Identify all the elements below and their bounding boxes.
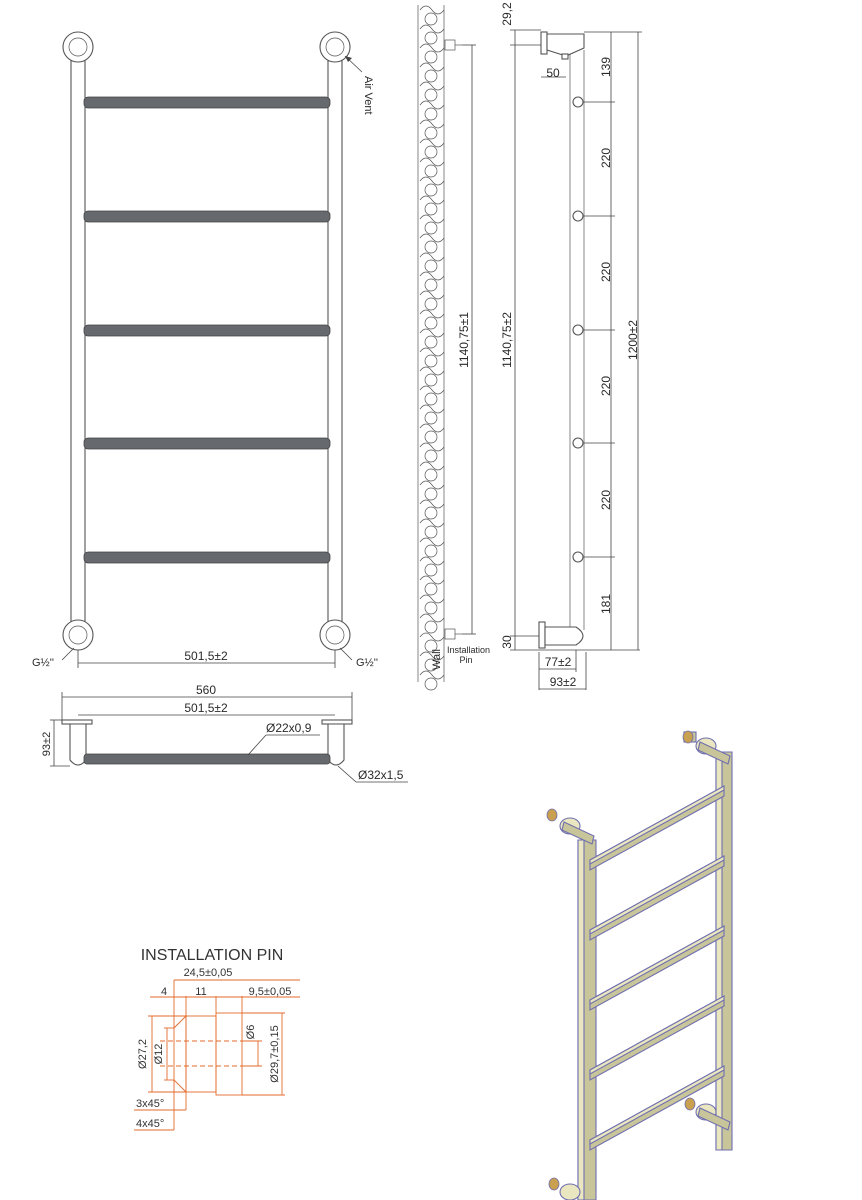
wall-hatch-mark (425, 450, 437, 462)
bracket-label: 50 (546, 66, 560, 80)
left-thread-label: G½'' (32, 657, 54, 669)
left-vertical-pipe (71, 46, 85, 644)
front-rung-1 (84, 97, 330, 108)
wall-hatch-mark (425, 279, 437, 291)
wall-hatch (420, 6, 444, 690)
front-view (32, 32, 378, 669)
wall-hatch-mark (425, 51, 437, 63)
front-width-label: 501,5±2 (184, 649, 228, 663)
depth-large-label: 93±2 (549, 675, 577, 689)
spacing-label-4: 220 (599, 375, 613, 397)
pin-length-a: 4 (160, 986, 168, 998)
wall-hatch-mark (425, 203, 437, 215)
wall-hatch-mark (425, 355, 437, 367)
pin-dia-inner-left: Ø12 (153, 1043, 165, 1065)
wall-hatch-mark (425, 564, 437, 576)
iso-rung-highlight-2 (590, 856, 724, 934)
top-center-width-label: 501,5±2 (184, 701, 228, 715)
front-rung-3 (84, 325, 330, 336)
pin-title: INSTALLATION PIN (140, 947, 284, 964)
spacing-label-5: 220 (599, 489, 613, 511)
side-rung-3 (573, 325, 583, 335)
side-rungs (573, 97, 583, 562)
iso-rungs (590, 786, 724, 1150)
wall-hatch-mark (425, 32, 437, 44)
wall-label: Wall (431, 649, 443, 670)
pin-label-line2: Pin (459, 655, 473, 665)
wall-hatch-mark (425, 184, 437, 196)
side-rung-2 (573, 211, 583, 221)
pin-chamfer-1: 3x45° (136, 1098, 165, 1110)
top-right-cap (320, 32, 350, 62)
wall-view (418, 5, 490, 690)
top-depth-label: 93±2 (41, 731, 53, 757)
spacing-label-1: 139 (599, 56, 613, 78)
side-height-label: 1140,75±2 (500, 312, 514, 368)
bottom-left-cap (63, 620, 93, 650)
pin-length-c: 9,5±0,05 (248, 986, 292, 998)
wall-hatch-mark (425, 127, 437, 139)
wall-hatch-mark (425, 317, 437, 329)
wall-hatch-mark (425, 431, 437, 443)
pin-length-total: 24,5±0,05 (183, 967, 233, 979)
pin-dia-outer-right: Ø29,7±0,15 (269, 1025, 281, 1083)
side-rung-4 (573, 438, 583, 448)
depth-small-label: 77±2 (544, 655, 572, 669)
spacing-label-3: 220 (599, 261, 613, 283)
wall-hatch-mark (425, 241, 437, 253)
pin-dia-hole: Ø6 (245, 1024, 257, 1040)
side-rung-1 (573, 97, 583, 107)
top-view (41, 683, 408, 782)
front-rung-4 (84, 438, 330, 449)
top-overall-width-label: 560 (195, 683, 217, 697)
front-rungs (84, 97, 330, 563)
pin-chamfer-2: 4x45° (136, 1118, 165, 1130)
overall-height-label: 1200±2 (626, 320, 640, 360)
rung-diameter-label: Ø22x0,9 (266, 721, 312, 735)
iso-rung-highlight-3 (590, 926, 724, 1004)
wall-hatch-mark (425, 374, 437, 386)
front-rung-2 (84, 211, 330, 222)
iso-rung-highlight-4 (590, 996, 724, 1074)
right-thread-label: G½'' (356, 657, 378, 669)
wall-hatch-mark (425, 336, 437, 348)
isometric-view (547, 731, 732, 1200)
top-view-rung (84, 754, 330, 764)
wall-hatch-mark (425, 13, 437, 25)
wall-hatch-mark (425, 678, 437, 690)
iso-rung-highlight-1 (590, 786, 724, 864)
right-vertical-pipe (328, 46, 342, 644)
top-left-cap (63, 32, 93, 62)
bottom-right-cap (320, 620, 350, 650)
wall-hatch-mark (425, 70, 437, 82)
side-view (500, 2, 642, 690)
side-rung-5 (573, 552, 583, 562)
wall-hatch-mark (425, 621, 437, 633)
wall-hatch-mark (425, 165, 437, 177)
front-rung-5 (84, 552, 330, 563)
wall-hatch-mark (425, 488, 437, 500)
wall-hatch-mark (425, 583, 437, 595)
wall-hatch-mark (425, 89, 437, 101)
wall-hatch-mark (425, 545, 437, 557)
top-offset-label: 29,2 (500, 2, 514, 26)
bottom-offset-label: 30 (500, 635, 514, 649)
wall-hatch-mark (425, 146, 437, 158)
spacing-label-6: 181 (599, 593, 613, 615)
pin-length-b: 11 (195, 986, 207, 998)
wall-hatch-mark (425, 526, 437, 538)
pin-dia-outer-left: Ø27,2 (137, 1039, 149, 1069)
wall-hatch-mark (425, 469, 437, 481)
pin-label-line1: Installation (447, 645, 491, 655)
air-vent-label: Air Vent (362, 76, 374, 115)
spacing-label-2: 220 (599, 147, 613, 169)
wall-hatch-mark (425, 108, 437, 120)
wall-hatch-mark (425, 393, 437, 405)
wall-hatch-mark (425, 222, 437, 234)
wall-hatch-mark (425, 298, 437, 310)
wall-height-label: 1140,75±1 (457, 312, 471, 368)
installation-pin (134, 947, 300, 1130)
wall-hatch-mark (425, 507, 437, 519)
wall-hatch-mark (425, 602, 437, 614)
wall-hatch-mark (425, 260, 437, 272)
pipe-diameter-label: Ø32x1,5 (358, 768, 404, 782)
wall-hatch-mark (425, 412, 437, 424)
